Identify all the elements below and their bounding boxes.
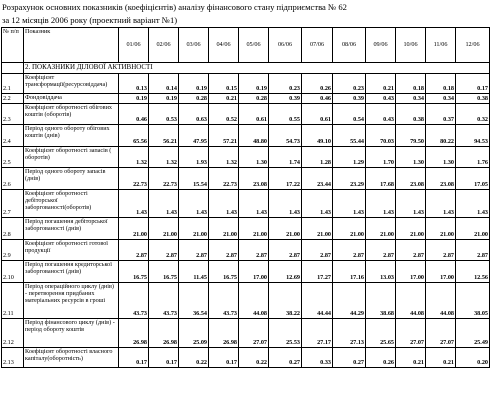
value-cell: 0.39 bbox=[269, 94, 302, 104]
row-number: 2.5 bbox=[2, 147, 24, 168]
value-cell: 0.15 bbox=[209, 74, 239, 94]
value-cell: 0.61 bbox=[302, 104, 333, 125]
value-cell: 0.33 bbox=[302, 348, 333, 368]
value-cell: 0.37 bbox=[426, 104, 456, 125]
value-cell: 0.27 bbox=[269, 348, 302, 368]
value-cell: 27.13 bbox=[333, 319, 366, 348]
value-cell: 16.75 bbox=[119, 261, 149, 283]
value-cell: 56.21 bbox=[149, 125, 179, 147]
value-cell: 17.05 bbox=[456, 168, 490, 190]
value-cell: 25.53 bbox=[269, 319, 302, 348]
value-cell: 0.26 bbox=[366, 348, 396, 368]
indicator-label: Фондовіддача bbox=[24, 94, 119, 104]
table-row bbox=[2, 348, 490, 368]
value-cell: 0.19 bbox=[179, 74, 209, 94]
row-number: 2.7 bbox=[2, 190, 24, 218]
value-cell: 2.87 bbox=[239, 240, 269, 261]
header-month: 07/06 bbox=[302, 28, 333, 63]
value-cell: 17.00 bbox=[239, 261, 269, 283]
value-cell: 1.30 bbox=[396, 147, 426, 168]
value-cell: 0.19 bbox=[149, 94, 179, 104]
value-cell: 25.65 bbox=[366, 319, 396, 348]
table-row bbox=[2, 319, 490, 348]
value-cell: 57.21 bbox=[209, 125, 239, 147]
value-cell: 0.19 bbox=[119, 94, 149, 104]
value-cell: 38.68 bbox=[366, 283, 396, 319]
header-month: 03/06 bbox=[179, 28, 209, 63]
header-indicator: Показник bbox=[24, 28, 119, 63]
report-title bbox=[2, 1, 488, 27]
value-cell: 16.75 bbox=[149, 261, 179, 283]
value-cell: 26.98 bbox=[149, 319, 179, 348]
value-cell: 44.08 bbox=[396, 283, 426, 319]
value-cell: 0.13 bbox=[119, 74, 149, 94]
value-cell: 0.28 bbox=[239, 94, 269, 104]
value-cell: 1.43 bbox=[209, 190, 239, 218]
value-cell: 43.73 bbox=[119, 283, 149, 319]
row-number: 2.6 bbox=[2, 168, 24, 190]
value-cell: 25.49 bbox=[456, 319, 490, 348]
value-cell: 94.53 bbox=[456, 125, 490, 147]
header-num: № п/п bbox=[2, 28, 24, 63]
value-cell: 1.43 bbox=[426, 190, 456, 218]
value-cell: 2.87 bbox=[302, 240, 333, 261]
value-cell: 0.18 bbox=[396, 74, 426, 94]
value-cell: 47.95 bbox=[179, 125, 209, 147]
value-cell: 1.76 bbox=[456, 147, 490, 168]
value-cell: 17.27 bbox=[302, 261, 333, 283]
value-cell: 0.52 bbox=[209, 104, 239, 125]
value-cell: 1.43 bbox=[366, 190, 396, 218]
value-cell: 0.63 bbox=[179, 104, 209, 125]
value-cell: 1.70 bbox=[366, 147, 396, 168]
value-cell: 44.08 bbox=[426, 283, 456, 319]
value-cell: 0.26 bbox=[302, 74, 333, 94]
value-cell: 0.21 bbox=[396, 348, 426, 368]
indicator-label: Період одного обороту обігових коштів (днів) bbox=[24, 125, 119, 147]
value-cell: 79.50 bbox=[396, 125, 426, 147]
value-cell: 21.00 bbox=[333, 218, 366, 240]
value-cell: 49.10 bbox=[302, 125, 333, 147]
header-month: 08/06 bbox=[333, 28, 366, 63]
value-cell: 1.28 bbox=[302, 147, 333, 168]
row-number: 2.2 bbox=[2, 94, 24, 104]
value-cell: 0.21 bbox=[209, 94, 239, 104]
header-month: 01/06 bbox=[119, 28, 149, 63]
value-cell: 21.00 bbox=[119, 218, 149, 240]
indicator-label: Коефіцієнт оборотності обігових коштів (оборотів) bbox=[24, 104, 119, 125]
value-cell: 1.43 bbox=[149, 190, 179, 218]
value-cell: 1.43 bbox=[179, 190, 209, 218]
value-cell: 1.43 bbox=[269, 190, 302, 218]
value-cell: 0.54 bbox=[333, 104, 366, 125]
value-cell: 17.00 bbox=[396, 261, 426, 283]
value-cell: 2.87 bbox=[366, 240, 396, 261]
value-cell: 1.43 bbox=[396, 190, 426, 218]
table-row bbox=[2, 104, 490, 125]
value-cell: 0.55 bbox=[269, 104, 302, 125]
header-month: 06/06 bbox=[269, 28, 302, 63]
indicator-label: Коефіцієнт трансформації(ресурсовіддача) bbox=[24, 74, 119, 94]
value-cell: 21.00 bbox=[426, 218, 456, 240]
value-cell: 22.73 bbox=[209, 168, 239, 190]
value-cell: 1.30 bbox=[239, 147, 269, 168]
value-cell: 0.32 bbox=[456, 104, 490, 125]
value-cell: 0.17 bbox=[119, 348, 149, 368]
value-cell: 21.00 bbox=[456, 218, 490, 240]
table-row bbox=[2, 190, 490, 218]
value-cell: 27.17 bbox=[302, 319, 333, 348]
value-cell: 1.32 bbox=[149, 147, 179, 168]
row-number: 2.13 bbox=[2, 348, 24, 368]
indicators-table bbox=[1, 27, 490, 368]
value-cell: 54.73 bbox=[269, 125, 302, 147]
value-cell: 43.73 bbox=[209, 283, 239, 319]
value-cell: 2.87 bbox=[179, 240, 209, 261]
value-cell: 23.08 bbox=[396, 168, 426, 190]
value-cell: 1.32 bbox=[209, 147, 239, 168]
value-cell: 1.43 bbox=[119, 190, 149, 218]
table-row bbox=[2, 283, 490, 319]
value-cell: 0.17 bbox=[456, 74, 490, 94]
value-cell: 23.08 bbox=[426, 168, 456, 190]
value-cell: 0.23 bbox=[333, 74, 366, 94]
value-cell: 1.30 bbox=[426, 147, 456, 168]
header-month: 10/06 bbox=[396, 28, 426, 63]
value-cell: 38.05 bbox=[456, 283, 490, 319]
value-cell: 15.54 bbox=[179, 168, 209, 190]
value-cell: 0.46 bbox=[119, 104, 149, 125]
value-cell: 23.44 bbox=[302, 168, 333, 190]
indicator-label: Період погашення дебіторської заборгованості (днів) bbox=[24, 218, 119, 240]
indicator-label: Коефіцієнт оборотності запасів ( оборотів) bbox=[24, 147, 119, 168]
value-cell: 21.00 bbox=[302, 218, 333, 240]
table-row bbox=[2, 240, 490, 261]
value-cell: 1.29 bbox=[333, 147, 366, 168]
value-cell: 21.00 bbox=[239, 218, 269, 240]
row-number: 2.8 bbox=[2, 218, 24, 240]
value-cell: 55.44 bbox=[333, 125, 366, 147]
value-cell: 44.29 bbox=[333, 283, 366, 319]
table-row bbox=[2, 125, 490, 147]
value-cell: 2.87 bbox=[149, 240, 179, 261]
value-cell: 27.07 bbox=[396, 319, 426, 348]
value-cell: 1.43 bbox=[333, 190, 366, 218]
value-cell: 17.22 bbox=[269, 168, 302, 190]
table-row bbox=[2, 74, 490, 94]
value-cell: 0.19 bbox=[239, 74, 269, 94]
value-cell: 0.22 bbox=[179, 348, 209, 368]
value-cell: 0.39 bbox=[333, 94, 366, 104]
value-cell: 80.22 bbox=[426, 125, 456, 147]
table-row bbox=[2, 218, 490, 240]
value-cell: 0.22 bbox=[239, 348, 269, 368]
value-cell: 0.34 bbox=[396, 94, 426, 104]
indicator-label: Період фінансового циклу (днів) - період обороту коштів bbox=[24, 319, 119, 348]
value-cell: 21.00 bbox=[149, 218, 179, 240]
value-cell: 0.43 bbox=[366, 94, 396, 104]
indicator-label: Коефіцієнт оборотності дебіторської заборгованості(оборотів) bbox=[24, 190, 119, 218]
value-cell: 26.98 bbox=[119, 319, 149, 348]
value-cell: 2.87 bbox=[333, 240, 366, 261]
value-cell: 2.87 bbox=[396, 240, 426, 261]
value-cell: 0.20 bbox=[456, 348, 490, 368]
value-cell: 27.07 bbox=[239, 319, 269, 348]
title-line-1: Розрахунок основних показників (коефіцієнтів) аналізу фінансового стану підприємства № 62 bbox=[2, 2, 347, 12]
value-cell: 13.03 bbox=[366, 261, 396, 283]
row-number: 2.3 bbox=[2, 104, 24, 125]
value-cell: 0.53 bbox=[149, 104, 179, 125]
row-number: 2.1 bbox=[2, 74, 24, 94]
value-cell: 21.00 bbox=[179, 218, 209, 240]
value-cell: 1.43 bbox=[239, 190, 269, 218]
value-cell: 0.17 bbox=[149, 348, 179, 368]
value-cell: 2.87 bbox=[209, 240, 239, 261]
value-cell: 0.21 bbox=[426, 348, 456, 368]
value-cell: 0.27 bbox=[333, 348, 366, 368]
table-row bbox=[2, 147, 490, 168]
value-cell: 17.16 bbox=[333, 261, 366, 283]
value-cell: 0.38 bbox=[396, 104, 426, 125]
indicator-label: Період одного обороту запасів (днів) bbox=[24, 168, 119, 190]
value-cell: 21.00 bbox=[396, 218, 426, 240]
value-cell: 23.08 bbox=[239, 168, 269, 190]
table-row bbox=[2, 168, 490, 190]
value-cell: 23.29 bbox=[333, 168, 366, 190]
header-month: 09/06 bbox=[366, 28, 396, 63]
header-month: 11/06 bbox=[426, 28, 456, 63]
value-cell: 25.09 bbox=[179, 319, 209, 348]
row-number: 2.10 bbox=[2, 261, 24, 283]
title-line-2: за 12 місяців 2006 року (проектний варіант №1) bbox=[2, 15, 178, 25]
table-row bbox=[2, 94, 490, 104]
value-cell: 0.46 bbox=[302, 94, 333, 104]
indicator-label: Період операційного циклу (днів) - перетворення придбаних матеріальних ресурсів в гроші bbox=[24, 283, 119, 319]
value-cell: 12.69 bbox=[269, 261, 302, 283]
row-number: 2.9 bbox=[2, 240, 24, 261]
value-cell: 0.14 bbox=[149, 74, 179, 94]
header-month: 04/06 bbox=[209, 28, 239, 63]
row-number: 2.11 bbox=[2, 283, 24, 319]
header-month: 02/06 bbox=[149, 28, 179, 63]
indicator-label: Коефіцієнт оборотності готової продукції bbox=[24, 240, 119, 261]
value-cell: 70.03 bbox=[366, 125, 396, 147]
value-cell: 12.56 bbox=[456, 261, 490, 283]
value-cell: 1.43 bbox=[456, 190, 490, 218]
indicator-label: Коефіцієнт оборотності власного капіталу(оборотність) bbox=[24, 348, 119, 368]
value-cell: 0.34 bbox=[426, 94, 456, 104]
value-cell: 0.61 bbox=[239, 104, 269, 125]
value-cell: 48.80 bbox=[239, 125, 269, 147]
value-cell: 38.22 bbox=[269, 283, 302, 319]
header-month: 05/06 bbox=[239, 28, 269, 63]
value-cell: 1.32 bbox=[119, 147, 149, 168]
value-cell: 0.21 bbox=[366, 74, 396, 94]
value-cell: 11.45 bbox=[179, 261, 209, 283]
value-cell: 0.38 bbox=[456, 94, 490, 104]
row-number: 2.12 bbox=[2, 319, 24, 348]
value-cell: 2.87 bbox=[269, 240, 302, 261]
section-row bbox=[2, 63, 490, 74]
value-cell: 0.23 bbox=[269, 74, 302, 94]
value-cell: 43.73 bbox=[149, 283, 179, 319]
value-cell: 44.08 bbox=[239, 283, 269, 319]
indicator-label: Період погашення кредиторської заборгованості (днів) bbox=[24, 261, 119, 283]
value-cell: 1.43 bbox=[302, 190, 333, 218]
section-num bbox=[2, 63, 24, 74]
row-number: 2.4 bbox=[2, 125, 24, 147]
value-cell: 17.00 bbox=[426, 261, 456, 283]
value-cell: 17.68 bbox=[366, 168, 396, 190]
value-cell: 26.98 bbox=[209, 319, 239, 348]
value-cell: 0.18 bbox=[426, 74, 456, 94]
value-cell: 21.00 bbox=[269, 218, 302, 240]
value-cell: 44.44 bbox=[302, 283, 333, 319]
value-cell: 1.93 bbox=[179, 147, 209, 168]
value-cell: 36.54 bbox=[179, 283, 209, 319]
value-cell: 22.73 bbox=[149, 168, 179, 190]
value-cell: 0.28 bbox=[179, 94, 209, 104]
section-title: 2. ПОКАЗНИКИ ДІЛОВОЇ АКТИВНОСТІ bbox=[24, 63, 490, 74]
value-cell: 2.87 bbox=[456, 240, 490, 261]
value-cell: 2.87 bbox=[119, 240, 149, 261]
header-row bbox=[2, 28, 490, 63]
value-cell: 16.75 bbox=[209, 261, 239, 283]
table-row bbox=[2, 261, 490, 283]
value-cell: 1.74 bbox=[269, 147, 302, 168]
header-month: 12/06 bbox=[456, 28, 490, 63]
value-cell: 22.73 bbox=[119, 168, 149, 190]
value-cell: 21.00 bbox=[209, 218, 239, 240]
value-cell: 2.87 bbox=[426, 240, 456, 261]
value-cell: 65.56 bbox=[119, 125, 149, 147]
value-cell: 0.43 bbox=[366, 104, 396, 125]
value-cell: 21.00 bbox=[366, 218, 396, 240]
value-cell: 27.07 bbox=[426, 319, 456, 348]
value-cell: 0.17 bbox=[209, 348, 239, 368]
